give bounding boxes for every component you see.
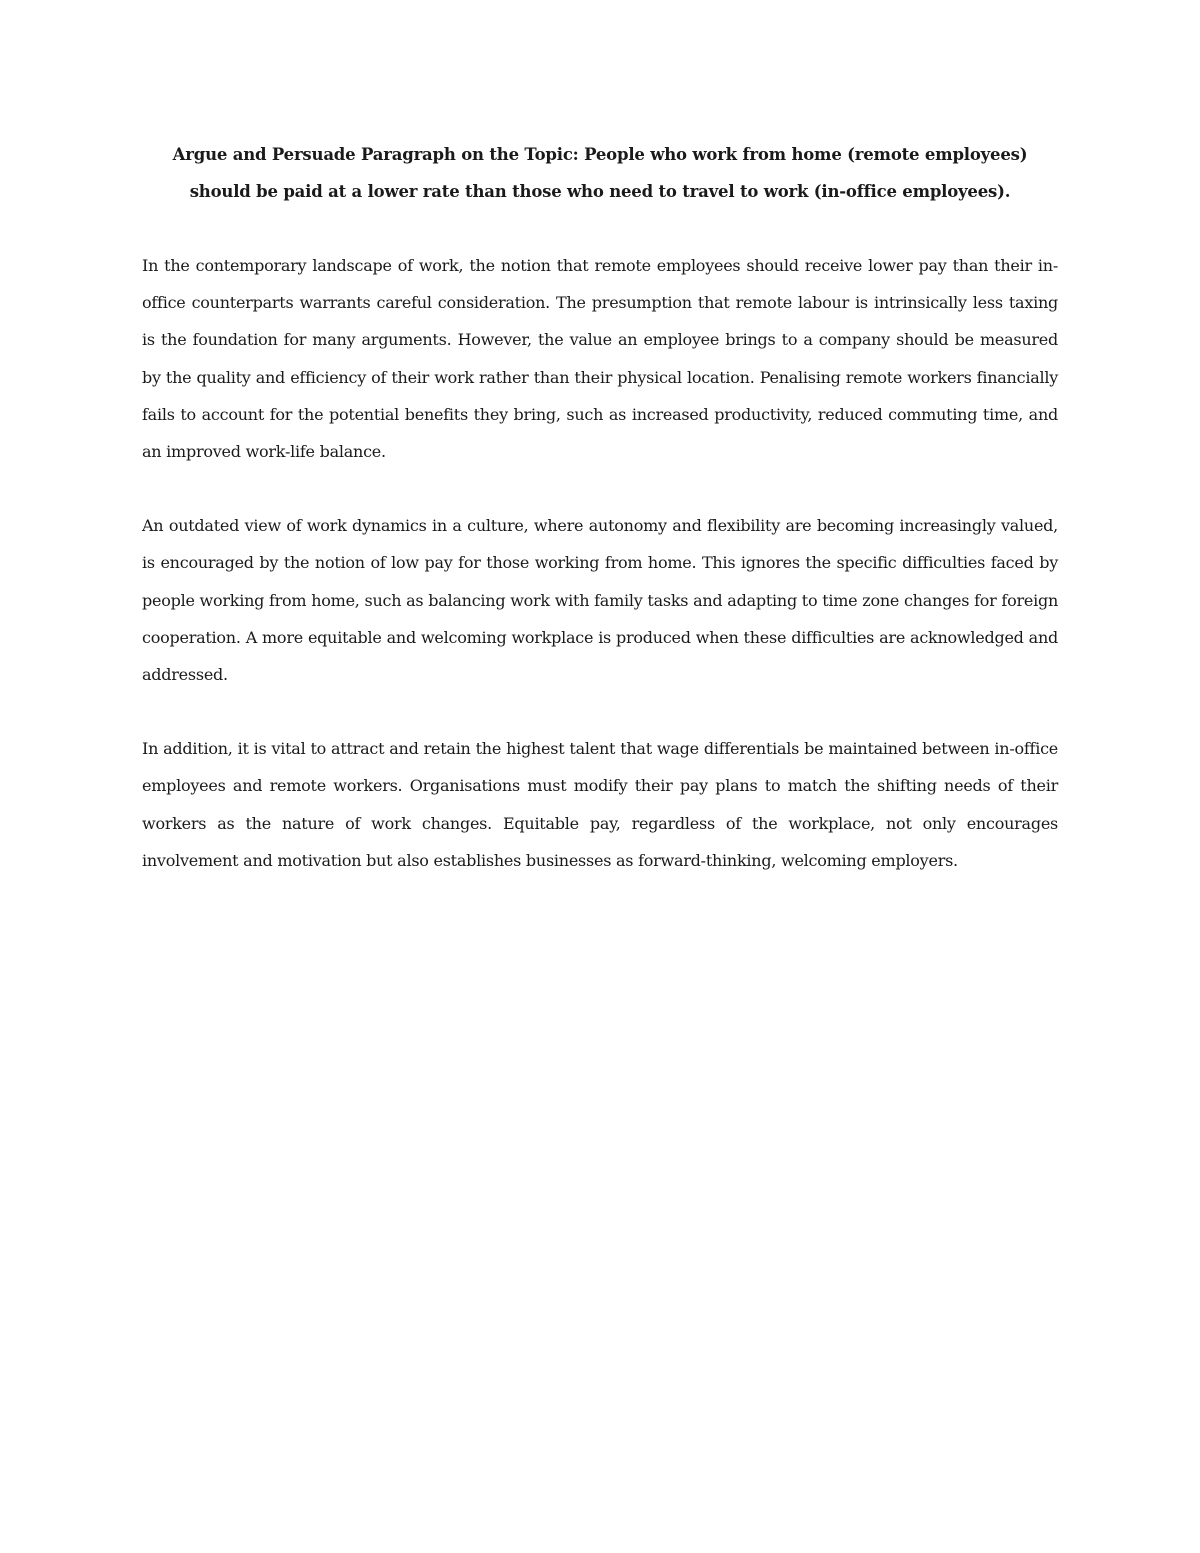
document-body: [142, 136, 1058, 879]
document-title: [142, 136, 1058, 210]
paragraph-2: An outdated view of work dynamics in a culture, where autonomy and flexibility are becoming increasingly valued, is encouraged by the notion of low pay for those working from home. This ignores the specific difficulties faced by people working from home, such as balancing work with family tasks and adapting to time zone changes for foreign cooperation. A more equitable and welcoming workplace is produced when these difficulties are acknowledged and addressed.: [142, 516, 1058, 685]
title-line-1: Argue and Persuade Paragraph on the Topic: People who work from home (remote employees): [172, 145, 1028, 164]
paragraph-1: In the contemporary landscape of work, the notion that remote employees should receive lower pay than their in-office counterparts warrants careful consideration. The presumption that remote labour is intrinsically less taxing is the foundation for many arguments. However, the value an employee brings to a company should be measured by the quality and efficiency of their work rather than their physical location. Penalising remote workers financially fails to account for the potential benefits they bring, such as increased productivity, reduced commuting time, and an improved work-life balance.: [142, 256, 1058, 462]
paragraph-3: In addition, it is vital to attract and retain the highest talent that wage differentials be maintained between in-office employees and remote workers. Organisations must modify their pay plans to match the shifting needs of their workers as the nature of work changes. Equitable pay, regardless of the workplace, not only encourages involvement and motivation but also establishes businesses as forward-thinking, welcoming employers.: [142, 739, 1058, 870]
title-line-2: should be paid at a lower rate than those who need to travel to work (in-office employees).: [189, 182, 1011, 201]
